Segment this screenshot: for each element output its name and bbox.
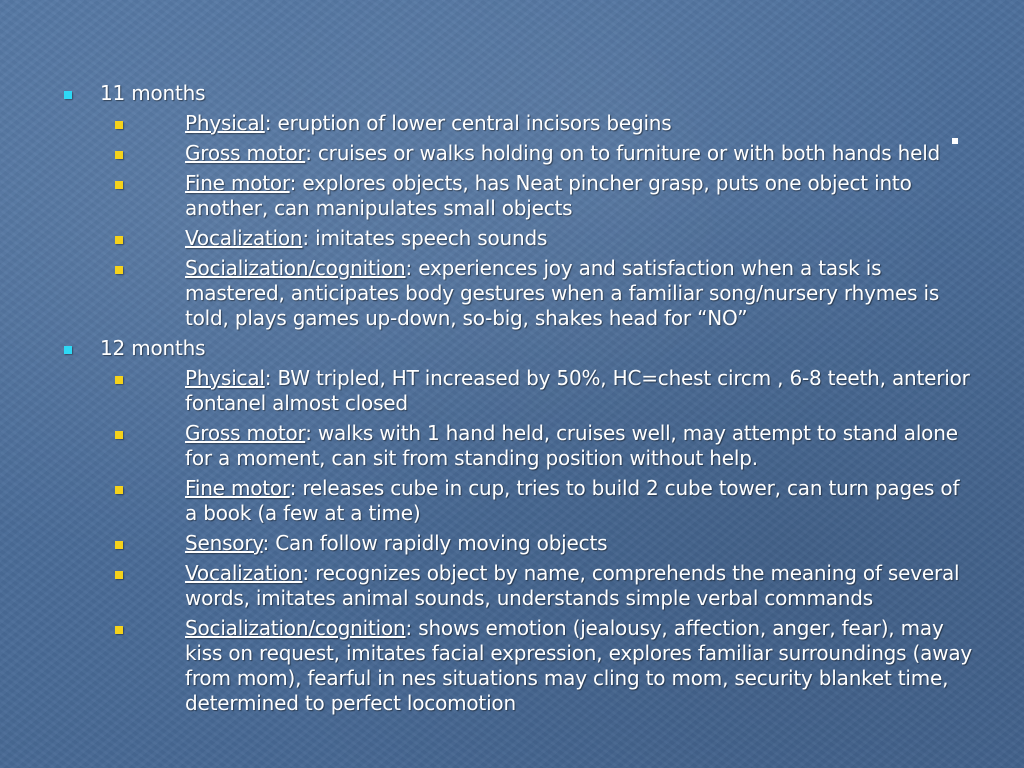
square-bullet-icon: [115, 541, 123, 549]
item-text: : experiences joy and satisfaction when a task is mastered, anticipates body gestures when a familiar song/nursery rhymes is told, plays games up-down, so-big, shakes head for “NO”: [185, 256, 940, 330]
item-text: : BW tripled, HT increased by 50%, HC=chest circm , 6-8 teeth, anterior fontanel almost closed: [185, 366, 970, 415]
item-term: Socialization/cognition: [185, 616, 406, 640]
item-term: Socialization/cognition: [185, 256, 406, 280]
square-bullet-icon: [115, 151, 123, 159]
bullet-list: [60, 81, 975, 716]
list-item: [100, 561, 975, 611]
section-12-months: [60, 336, 975, 716]
item-term: Physical: [185, 366, 265, 390]
square-bullet-icon: [115, 626, 123, 634]
section-label: 12 months: [100, 336, 206, 360]
item-term: Vocalization: [185, 561, 303, 585]
list-item: [100, 531, 975, 556]
square-bullet-icon: [115, 571, 123, 579]
item-text: : cruises or walks holding on to furniture or with both hands held: [305, 141, 941, 165]
square-bullet-icon: [115, 121, 123, 129]
list-item: [100, 171, 975, 221]
list-item: [100, 421, 975, 471]
item-text: : releases cube in cup, tries to build 2 cube tower, can turn pages of a book (a few at a time): [185, 476, 960, 525]
item-term: Gross motor: [185, 421, 306, 445]
square-bullet-icon: [115, 236, 123, 244]
item-text: : recognizes object by name, comprehends the meaning of several words, imitates animal sounds, understands simple verbal commands: [185, 561, 960, 610]
list-item: [100, 256, 975, 331]
square-bullet-icon: [64, 346, 72, 354]
item-text: : eruption of lower central incisors begins: [264, 111, 672, 135]
square-bullet-icon: [115, 486, 123, 494]
item-text: : imitates speech sounds: [302, 226, 548, 250]
sub-list: [100, 111, 975, 331]
item-term: Fine motor: [185, 476, 290, 500]
list-item: [100, 366, 975, 416]
item-term: Sensory: [185, 531, 263, 555]
item-text: : explores objects, has Neat pincher grasp, puts one object into another, can manipulates small objects: [185, 171, 912, 220]
square-bullet-icon: [115, 181, 123, 189]
slide-content: [60, 81, 975, 716]
item-term: Gross motor: [185, 141, 306, 165]
item-text: : Can follow rapidly moving objects: [262, 531, 608, 555]
section-label: 11 months: [100, 81, 206, 105]
list-item: [100, 226, 975, 251]
item-term: Vocalization: [185, 226, 303, 250]
list-item: [100, 476, 975, 526]
square-bullet-icon: [115, 266, 123, 274]
square-bullet-icon: [115, 376, 123, 384]
stray-square-marker: [952, 138, 958, 144]
list-item: [100, 141, 975, 166]
list-item: [100, 616, 975, 716]
item-text: : walks with 1 hand held, cruises well, may attempt to stand alone for a moment, can sit from standing position without help.: [185, 421, 958, 470]
item-text: : shows emotion (jealousy, affection, anger, fear), may kiss on request, imitates facial expression, explores familiar surroundings (away from mom), fearful in nes situations may cling to mom, security blanket time, determined to perfect locomotion: [185, 616, 973, 715]
item-term: Fine motor: [185, 171, 290, 195]
square-bullet-icon: [64, 91, 72, 99]
square-bullet-icon: [115, 431, 123, 439]
section-11-months: [60, 81, 975, 331]
sub-list: [100, 366, 975, 716]
item-term: Physical: [185, 111, 265, 135]
list-item: [100, 111, 975, 136]
